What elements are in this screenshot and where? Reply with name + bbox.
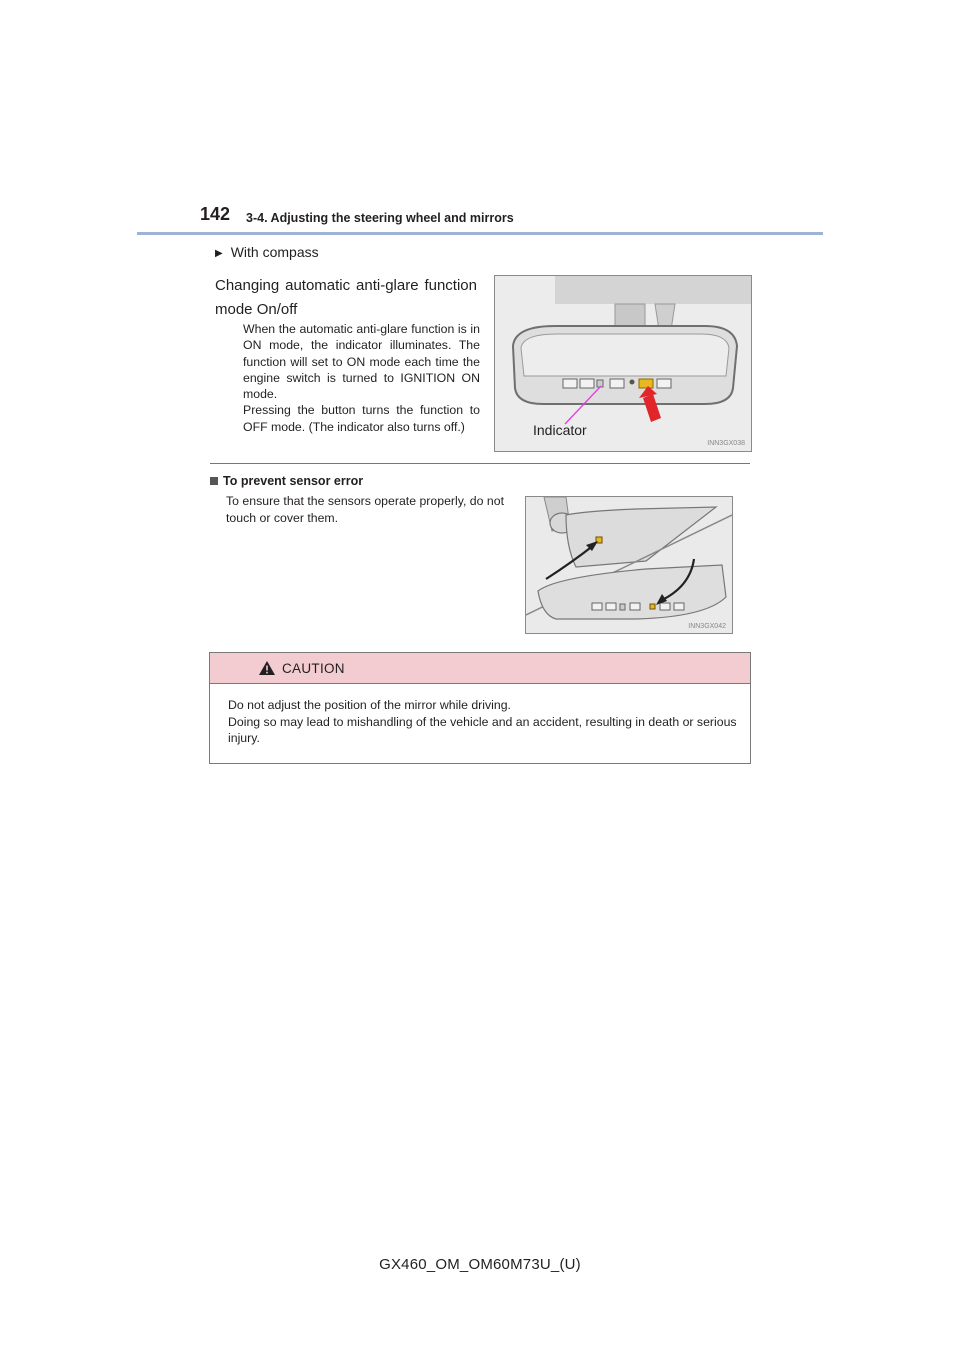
sensor-figure [525, 496, 733, 634]
figure-code-1: INN3GX038 [707, 440, 745, 447]
page-number: 142 [200, 204, 231, 224]
function-description [243, 321, 480, 435]
subheading-with-compass [215, 244, 319, 260]
figure-code-2: INN3GX042 [688, 623, 726, 630]
caution-line-1: Do not adjust the position of the mirror while driving. [228, 698, 511, 712]
caution-label: CAUTION [282, 661, 345, 676]
sensor-section-text: To ensure that the sensors operate properly, do not touch or cover them. [226, 494, 504, 525]
caution-box [209, 652, 751, 764]
triangle-bullet-icon: ▶ [215, 248, 223, 259]
sensor-title-text: To prevent sensor error [223, 474, 364, 488]
caution-body [228, 697, 742, 747]
description-paragraph-2: Pressing the button turns the function to OFF mode. (The indicator also turns off.) [243, 403, 480, 434]
section-divider [210, 463, 750, 464]
indicator-label: Indicator [533, 422, 587, 438]
footer-doc-code: GX460_OM_OM60M73U_(U) [379, 1256, 581, 1273]
caution-line-2: Doing so may lead to mishandling of the vehicle and an accident, resulting in death or serious injury. [228, 714, 737, 745]
caution-header [210, 653, 750, 684]
section-title: 3-4. Adjusting the steering wheel and mirrors [246, 211, 514, 225]
indicator-button [639, 379, 653, 388]
description-paragraph-1: When the automatic anti-glare function is in ON mode, the indicator illuminates. The function will set to ON mode each time the engine switch is turned to IGNITION ON mode. [243, 322, 480, 402]
warning-triangle-icon [258, 660, 276, 676]
square-bullet-icon [210, 477, 218, 485]
subheading-text: With compass [230, 244, 319, 260]
mirror-indicator-figure [494, 275, 752, 452]
function-heading: Changing automatic anti-glare function mode On/off [215, 277, 477, 318]
header-rule [137, 232, 823, 235]
sensor-section-title [210, 474, 363, 488]
sensor-illustration [526, 497, 732, 633]
